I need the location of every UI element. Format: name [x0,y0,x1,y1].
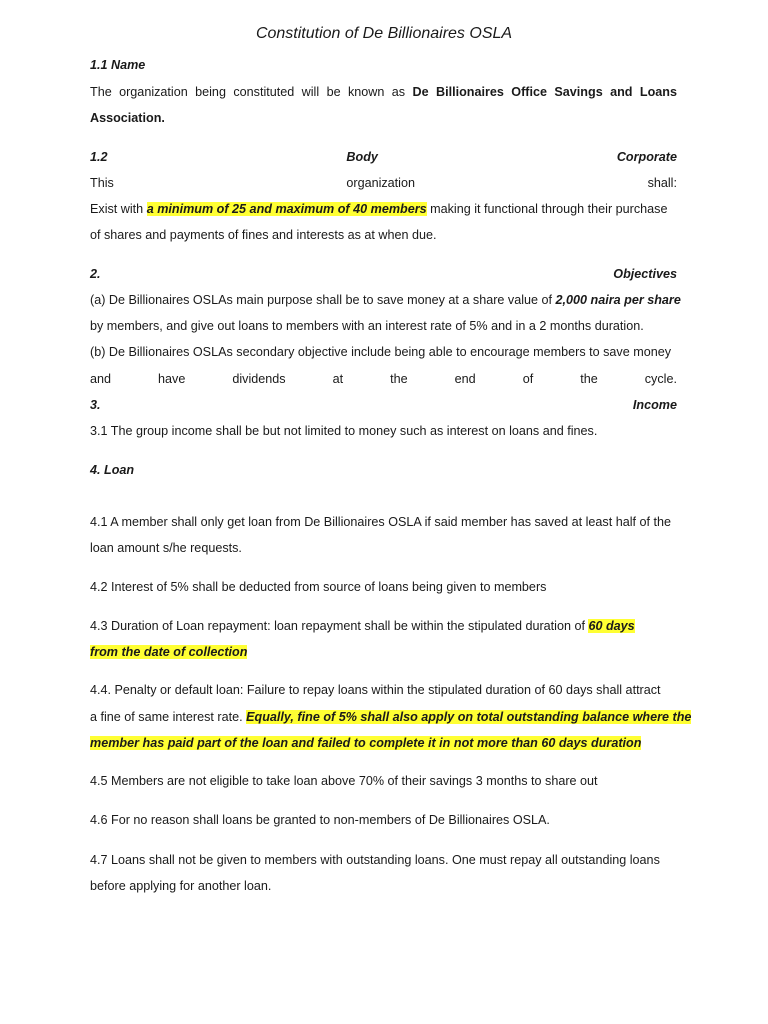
share-value-bold: 2,000 naira per share [555,293,681,307]
objective-a-text: (a) De Billionaires OSLAs main purpose shall be to save money at a share value of [90,293,556,307]
members-text-end: making it functional through their purchase [426,202,668,216]
section-4-6: 4.6 For no reason shall loans be granted to non-members of De Billionaires OSLA. [90,813,550,827]
section-4-1-line-1: 4.1 A member shall only get loan from De Billionaires OSLA if said member has saved at least half of the [90,515,672,529]
intro-word-organization: organization [346,176,415,190]
objective-b-word: dividends [232,372,286,386]
org-name-bold: De Billionaires Office Savings and Loans [412,85,677,99]
section-1-2-line-1 [90,201,677,217]
section-1-2-number: 1.2 [90,150,108,164]
section-1-1-text: The organization being constituted will be known as [90,85,413,99]
objective-b-line-2 [90,371,677,387]
section-4-4-line-1: 4.4. Penalty or default loan: Failure to repay loans within the stipulated duration of 60 days shall attract [90,683,661,697]
section-2-number: 2. [90,267,101,281]
section-4-7-line-1: 4.7 Loans shall not be given to members with outstanding loans. One must repay all outstanding loans [90,853,660,867]
objective-b-word: end [454,372,476,386]
objective-b-word: of [522,372,534,386]
objective-b-line-1: (b) De Billionaires OSLAs secondary objective include being able to encourage members to save money [90,345,672,359]
objective-b-word: have [158,372,186,386]
section-1-2-line-2: of shares and payments of fines and interests as at when due. [90,228,437,242]
intro-word-this: This [90,176,114,190]
section-4-heading: 4. Loan [90,463,135,477]
objective-b-word: cycle. [644,372,677,386]
document-title: Constitution of De Billionaires OSLA [255,25,513,42]
section-1-2-intro [90,175,677,191]
section-1-1-line-1 [90,84,677,100]
section-2-heading [90,266,677,282]
section-3-number: 3. [90,398,101,412]
sixty-days-highlight: 60 days [588,619,635,633]
members-text-start: Exist with [90,202,147,216]
section-4-3-line-1 [90,618,677,634]
section-4-7-line-2: before applying for another loan. [90,879,272,893]
org-name-bold-cont: Association. [90,111,165,125]
section-2-title: Objectives [613,267,677,281]
members-limit-highlight: a minimum of 25 and maximum of 40 members [146,202,427,216]
section-4-1-line-2: loan amount s/he requests. [90,541,242,555]
objective-a-line-2: by members, and give out loans to members with an interest rate of 5% and in a 2 months duration. [90,319,644,333]
section-1-2-heading [90,149,677,165]
objective-b-word: the [390,372,408,386]
section-4-3-text: 4.3 Duration of Loan repayment: loan repayment shall be within the stipulated duration of [90,619,589,633]
section-4-4-text: a fine of same interest rate. [90,710,247,724]
intro-word-shall: shall: [647,176,677,190]
objective-b-word: the [580,372,598,386]
objective-b-word: at [332,372,344,386]
objective-b-word: and [90,372,112,386]
section-4-2: 4.2 Interest of 5% shall be deducted from source of loans being given to members [90,580,547,594]
section-3-title: Income [632,398,677,412]
section-1-2-title-body: Body [346,150,378,164]
section-4-5: 4.5 Members are not eligible to take loan above 70% of their savings 3 months to share out [90,774,598,788]
section-4-4-line-3 [90,735,677,751]
objective-a-line-1 [90,292,681,308]
section-1-1-heading: 1.1 Name [90,58,146,72]
section-3-1: 3.1 The group income shall be but not limited to money such as interest on loans and fines. [90,424,598,438]
fine-clause-highlight: Equally, fine of 5% shall also apply on total outstanding balance where the [246,710,692,724]
fine-clause-highlight-cont: member has paid part of the loan and failed to complete it in not more than 60 days duration [90,736,642,750]
section-3-heading [90,397,677,413]
section-1-2-title-corporate: Corporate [616,150,677,164]
collection-date-highlight: from the date of collection [90,645,248,659]
section-4-3-line-2 [90,644,677,660]
section-4-4-line-2 [90,709,692,725]
